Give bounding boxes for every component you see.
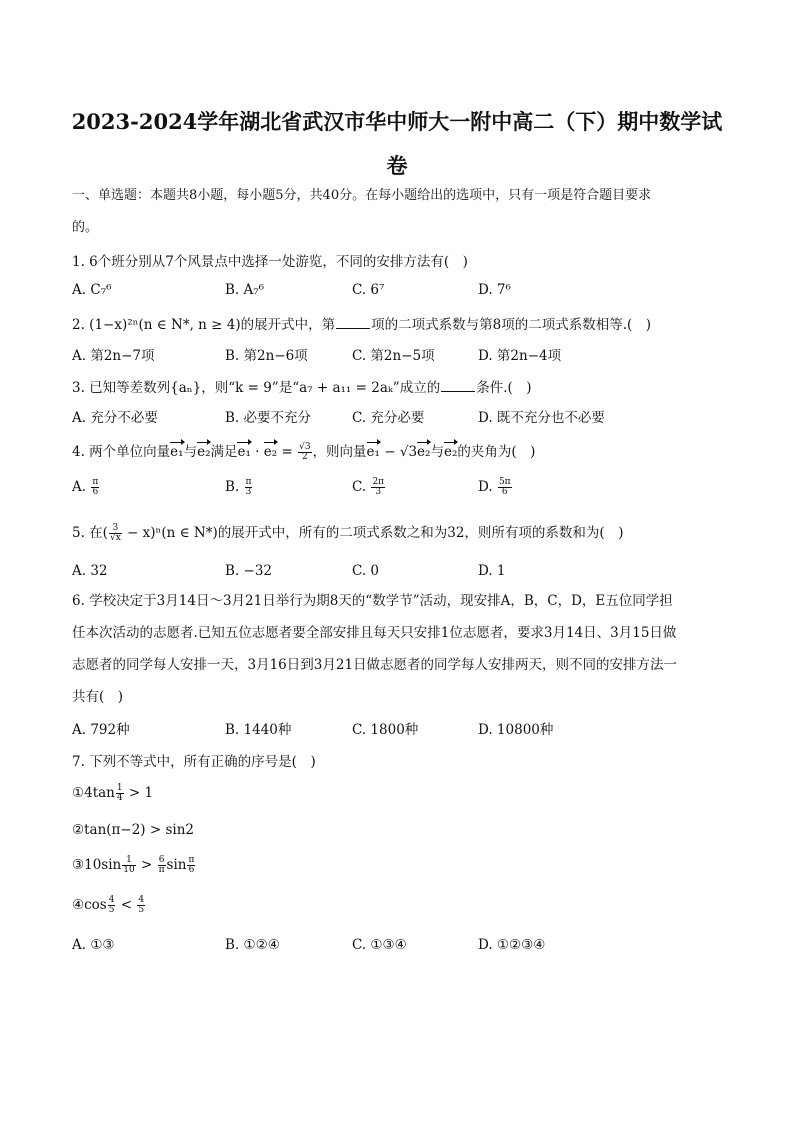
q4-option-b[interactable]	[225, 478, 253, 497]
q4-text-4: ，则向量	[312, 444, 367, 460]
q5-option-d[interactable]: D. 1	[478, 563, 506, 579]
q6-line-1: 6. 学校决定于3月14日～3月21日举行为期8天的“数学节”活动，现安排A，B，C，D，E五位同学担	[72, 593, 673, 609]
fraction-denominator: 2	[301, 452, 308, 462]
q6-line-4: 共有( )	[72, 689, 124, 705]
question-1-stem: 1. 6个班分别从7个风景点中选择一处游览，不同的安排方法有( )	[72, 254, 468, 270]
fraction-numerator: 2π	[372, 477, 385, 487]
fraction-numerator: π	[188, 855, 195, 865]
vector-e2: e₂	[417, 444, 431, 460]
q4-option-d[interactable]	[478, 478, 513, 497]
q3-option-b[interactable]: B. 必要不充分	[225, 410, 312, 426]
fraction-denominator: 5	[138, 905, 145, 915]
title-line-2: 卷	[386, 153, 408, 178]
fraction	[137, 896, 145, 915]
question-6-stem	[72, 585, 720, 713]
q5-text-1: 5. 在(	[72, 525, 108, 541]
question-4-stem	[72, 440, 724, 462]
fraction-numerator: π	[92, 477, 99, 487]
q2-stem-part-a: 2. (1−x)²ⁿ(n ∈ N*, n ≥ 4)的展开式中，第	[72, 317, 336, 333]
fraction-numerator: 1	[122, 856, 135, 866]
vector-e1: e₁	[366, 444, 380, 460]
fraction-numerator: √3	[299, 442, 311, 452]
q7-item-3	[72, 856, 724, 875]
fraction-denominator: 6	[188, 865, 195, 875]
section-heading	[72, 180, 720, 244]
section-line-2: 的。	[72, 220, 99, 235]
item-text: <	[116, 897, 137, 913]
q7-item-2: ②tan(π−2) > sin2	[72, 822, 195, 838]
fraction-numerator: 1	[116, 783, 123, 793]
fraction-denominator: 3	[245, 487, 252, 497]
q3-answer-blank	[441, 380, 475, 392]
q3-option-d[interactable]: D. 既不充分也不必要	[478, 410, 605, 426]
item-text: ①4tan	[72, 785, 115, 801]
q4-text-5: 与	[430, 444, 444, 460]
fraction-numerator: 4	[138, 895, 145, 905]
q1-option-d[interactable]: D. 7⁶	[478, 282, 511, 298]
item-text: ③10sin	[72, 857, 122, 873]
title-line-1: 2023-2024学年湖北省武汉市华中师大一附中高二（下）期中数学试	[71, 109, 723, 134]
fraction-numerator: π	[245, 477, 252, 487]
fraction	[116, 784, 124, 803]
q7-option-a[interactable]: A. ①③	[72, 937, 115, 953]
q2-option-d[interactable]: D. 第2n−4项	[478, 348, 562, 364]
vector-e2: e₂	[263, 444, 278, 460]
fraction-denominator: 4	[116, 793, 123, 803]
q6-option-c[interactable]: C. 1800种	[352, 722, 419, 738]
fraction	[91, 478, 99, 497]
q3-option-a[interactable]: A. 充分不必要	[72, 410, 158, 426]
vector-e2: e₂	[443, 444, 458, 460]
vector-e1: e₁	[237, 444, 251, 460]
q3-stem-part-a: 3. 已知等差数列{aₙ}，则“k = 9”是“a₇ + a₁₁ = 2aₖ”成立的	[72, 380, 441, 396]
q2-option-c[interactable]: C. 第2n−5项	[352, 348, 435, 364]
paper-title	[60, 100, 734, 188]
minus-sqrt3: − √3	[379, 444, 418, 460]
section-line-1: 一、单选题：本题共8小题，每小题5分，共40分。在每小题给出的选项中，只有一项是符合题目要求	[72, 188, 652, 203]
vector-e1: e₁	[170, 444, 184, 460]
fraction	[498, 478, 512, 497]
q3-stem-part-b: 条件.( )	[476, 380, 532, 396]
q5-option-a[interactable]: A. 32	[72, 563, 108, 579]
fraction	[122, 856, 135, 875]
fraction-denominator: 6	[501, 487, 508, 497]
q1-option-c[interactable]: C. 6⁷	[352, 282, 385, 298]
q4-text-2: 与	[183, 444, 198, 460]
fraction	[158, 856, 166, 875]
option-label: C.	[352, 479, 367, 495]
q7-option-d[interactable]: D. ①②③④	[478, 937, 546, 953]
q7-item-4	[72, 896, 724, 915]
item-text: >	[136, 857, 157, 873]
q2-option-a[interactable]: A. 第2n−7项	[72, 348, 155, 364]
fraction	[371, 478, 385, 497]
fraction-numerator: 4	[108, 895, 115, 905]
fraction-denominator: 10	[123, 865, 135, 875]
q7-option-b[interactable]: B. ①②④	[225, 937, 280, 953]
q2-answer-blank	[336, 317, 370, 329]
question-2-stem	[72, 313, 724, 333]
vector-e2: e₂	[197, 444, 211, 460]
fraction-numerator: 5π	[498, 477, 511, 487]
q6-line-2: 任本次活动的志愿者.已知五位志愿者要全部安排且每天只安排1位志愿者，要求3月14日、3月15日做	[72, 625, 677, 641]
item-text: ④cos	[72, 897, 107, 913]
dot-operator: ·	[250, 444, 264, 460]
option-label: B.	[225, 479, 240, 495]
q5-option-b[interactable]: B. −32	[225, 563, 272, 579]
q1-option-b[interactable]: B. A₇⁶	[225, 282, 265, 298]
fraction-numerator: 6	[158, 855, 165, 865]
q4-text-6: 的夹角为( )	[457, 444, 536, 460]
q5-option-c[interactable]: C. 0	[352, 563, 380, 579]
fraction	[108, 896, 116, 915]
q4-option-a[interactable]	[72, 478, 100, 497]
fraction-denominator: 3	[375, 487, 382, 497]
fraction-denominator: π	[158, 865, 165, 875]
fraction-denominator: 5	[108, 905, 115, 915]
option-label: D.	[478, 479, 493, 495]
fraction-sqrt3-over-2	[298, 443, 311, 462]
q4-option-c[interactable]	[352, 478, 386, 497]
q6-option-b[interactable]: B. 1440种	[225, 722, 292, 738]
option-label: A.	[72, 479, 87, 495]
q7-item-1	[72, 784, 724, 803]
q5-text-2: − x)ⁿ(n ∈ N*)的展开式中，所有的二项式系数之和为32，则所有项的系数和为( )	[122, 525, 624, 541]
q1-option-a[interactable]: A. C₇⁶	[72, 282, 112, 298]
fraction-denominator: √x	[109, 533, 121, 543]
fraction-3-over-sqrt-x	[109, 524, 122, 543]
q6-option-d[interactable]: D. 10800种	[478, 722, 554, 738]
fraction	[245, 478, 253, 497]
item-text: sin	[166, 857, 187, 873]
q3-option-c[interactable]: C. 充分必要	[352, 410, 425, 426]
q2-stem-part-b: 项的二项式系数与第8项的二项式系数相等.( )	[371, 317, 652, 333]
question-7-stem: 7. 下列不等式中，所有正确的序号是( )	[72, 754, 316, 770]
item-text: > 1	[124, 785, 154, 801]
q6-option-a[interactable]: A. 792种	[72, 722, 130, 738]
equals-sign: =	[277, 444, 298, 460]
q2-option-b[interactable]: B. 第2n−6项	[225, 348, 308, 364]
q4-text-1: 4. 两个单位向量	[72, 444, 171, 460]
q4-text-3: 满足	[210, 444, 238, 460]
question-3-stem	[72, 376, 724, 396]
fraction	[187, 856, 195, 875]
fraction-numerator: 3	[109, 524, 122, 534]
q7-option-c[interactable]: C. ①③④	[352, 937, 407, 953]
question-5-stem	[72, 521, 724, 543]
q6-line-3: 志愿者的同学每人安排一天，3月16日到3月21日做志愿者的同学每人安排两天，则不同的安排方法一	[72, 657, 678, 673]
fraction-denominator: 6	[92, 487, 99, 497]
